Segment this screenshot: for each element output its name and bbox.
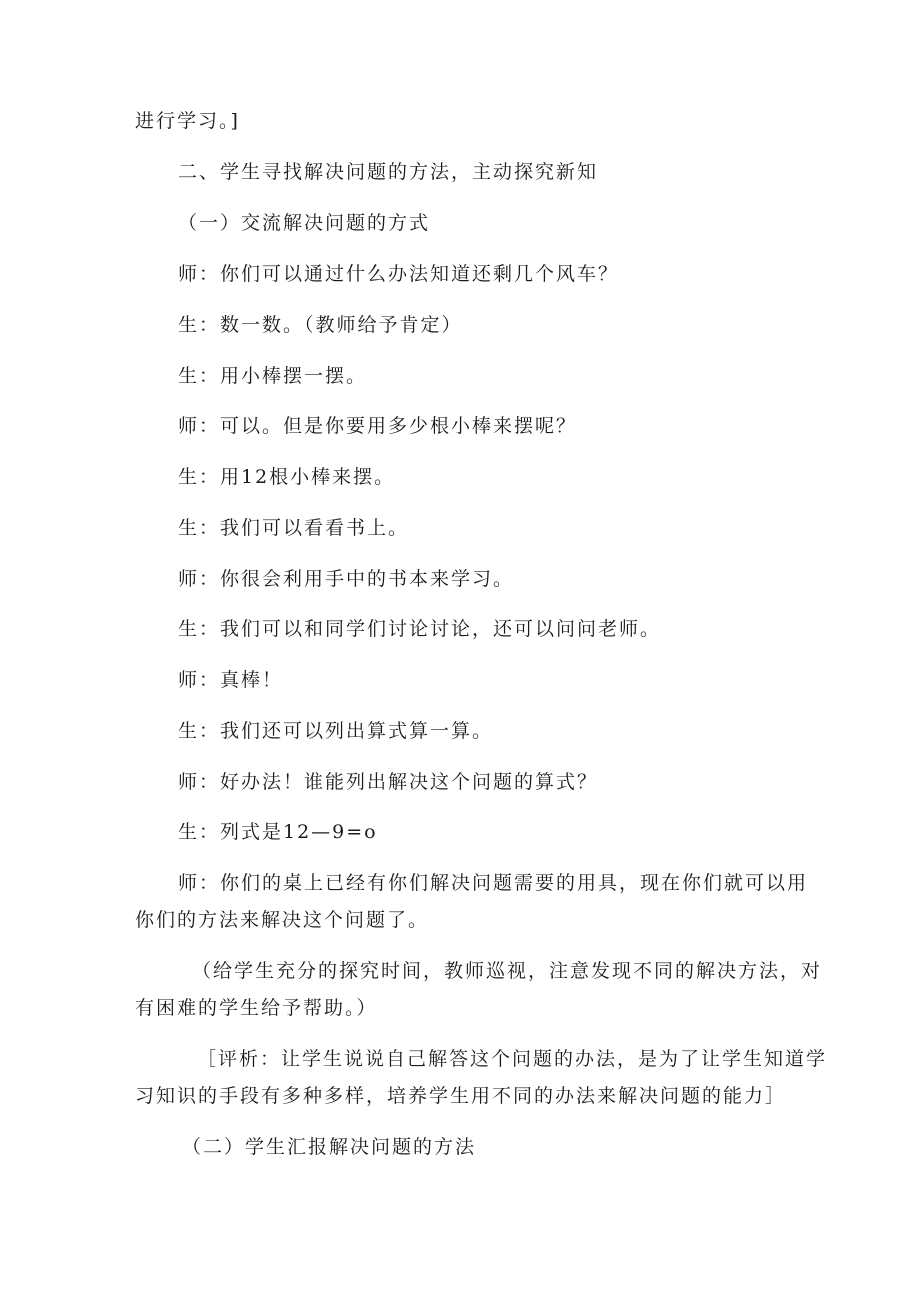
dialogue-line: 生：我们还可以列出算式算一算。 — [178, 720, 494, 742]
dialogue-line-continuation: 你们的方法来解决这个问题了。 — [135, 909, 430, 931]
subsection-heading: （二）学生汇报解决问题的方法 — [182, 1136, 477, 1158]
dialogue-line: 师：你们可以通过什么办法知道还剩几个风车？ — [178, 263, 620, 285]
section-heading: 二、学生寻找解决问题的方法，主动探究新知 — [178, 161, 599, 183]
dialogue-line: 师：可以。但是你要用多少根小棒来摆呢？ — [178, 415, 578, 437]
dialogue-line: 师：你们的桌上已经有你们解决问题需要的用具，现在你们就可以用 — [178, 872, 809, 894]
dialogue-line: 生：用小棒摆一摆。 — [178, 365, 368, 387]
dialogue-line: 生：我们可以看看书上。 — [178, 517, 410, 539]
note-line-continuation: 有困难的学生给予帮助。） — [135, 997, 378, 1019]
dialogue-line: 生：用12根小棒来摆。 — [178, 466, 396, 488]
dialogue-line: 师：好办法！谁能列出解决这个问题的算式？ — [178, 771, 599, 793]
dialogue-line: 生：数一数。（教师给予肯定） — [178, 314, 463, 336]
subsection-heading: （一）交流解决问题的方式 — [178, 212, 431, 234]
dialogue-line: 师：真棒！ — [178, 669, 284, 691]
commentary-line: ［评析：让学生说说自己解答这个问题的办法，是为了让学生知道学 — [197, 1048, 828, 1070]
text-line: 进行学习。] — [135, 110, 240, 132]
dialogue-line: 师：你很会利用手中的书本来学习。 — [178, 568, 515, 590]
note-line: （给学生充分的探究时间，教师巡视，注意发现不同的解决方法，对 — [192, 960, 823, 982]
commentary-line-continuation: 习知识的手段有多种多样，培养学生用不同的办法来解决问题的能力］ — [135, 1085, 787, 1107]
dialogue-line: 生：我们可以和同学们讨论讨论，还可以问问老师。 — [178, 618, 662, 640]
dialogue-line: 生：列式是12—9=o — [178, 821, 378, 843]
